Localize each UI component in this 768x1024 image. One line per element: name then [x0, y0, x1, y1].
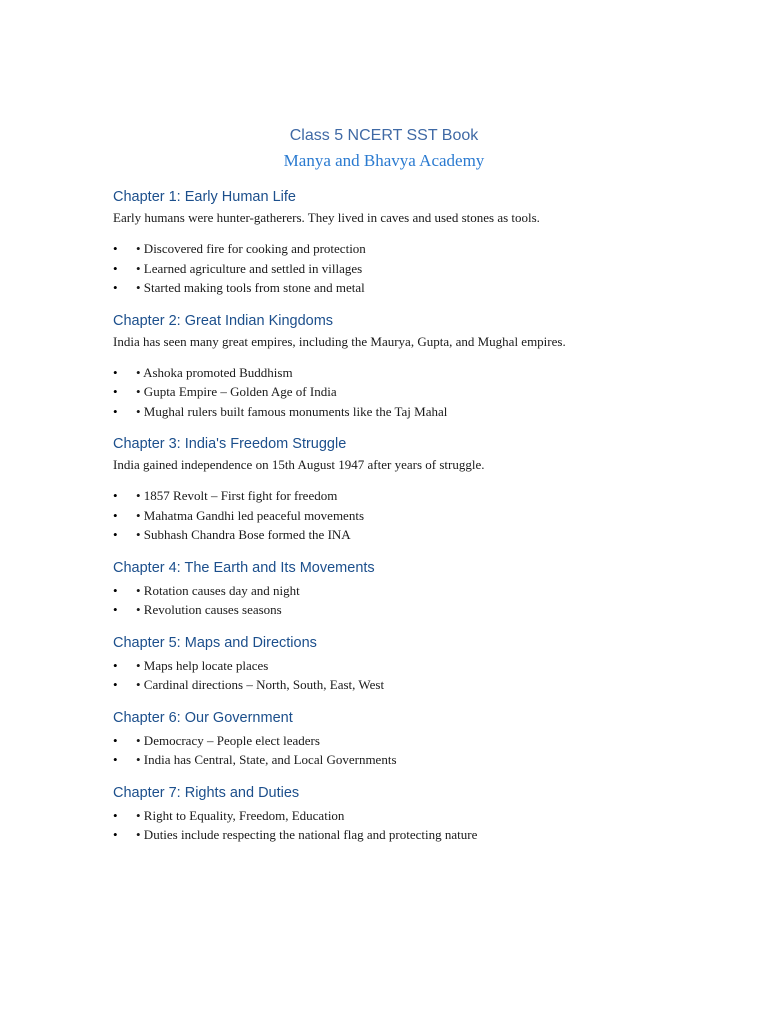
- chapter-heading: Chapter 3: India's Freedom Struggle: [113, 436, 347, 452]
- list-item-text: • Democracy – People elect leaders: [136, 732, 320, 748]
- list-item-text: • Right to Equality, Freedom, Education: [136, 807, 345, 823]
- list-item-text: • Ashoka promoted Buddhism: [136, 364, 293, 380]
- list-item: [113, 402, 733, 422]
- list-item: [113, 656, 733, 676]
- chapter-4: [113, 559, 733, 620]
- bullet-icon: •: [113, 602, 118, 617]
- list-item-text: • Learned agriculture and settled in villages: [136, 260, 363, 276]
- bullet-list: [113, 731, 733, 770]
- bullet-icon: •: [113, 280, 118, 295]
- bullet-list: [113, 656, 733, 695]
- chapter-1: [113, 188, 733, 298]
- list-item-text: • 1857 Revolt – First fight for freedom: [136, 488, 338, 503]
- bullet-icon: •: [113, 384, 118, 399]
- chapter-list: [113, 188, 733, 845]
- list-item: [113, 259, 733, 279]
- list-item-text: • Subhash Chandra Bose formed the INA: [136, 527, 351, 542]
- list-item: [113, 806, 733, 826]
- list-item: [113, 486, 733, 506]
- chapter-heading: Chapter 6: Our Government: [113, 709, 293, 726]
- list-item: [113, 525, 733, 545]
- list-item-text: • Mughal rulers built famous monuments like the Taj Mahal: [136, 403, 448, 419]
- bullet-icon: •: [113, 677, 118, 692]
- document-subtitle: Manya and Bhavya Academy: [283, 151, 485, 170]
- bullet-list: [113, 486, 733, 545]
- list-item-text: • Revolution causes seasons: [136, 602, 282, 617]
- bullet-icon: •: [113, 241, 118, 256]
- list-item: [113, 675, 733, 695]
- chapter-6: [113, 709, 733, 770]
- bullet-icon: •: [113, 527, 118, 542]
- bullet-icon: •: [113, 364, 118, 380]
- list-item-text: • Discovered fire for cooking and protection: [136, 241, 366, 256]
- list-item-text: • Cardinal directions – North, South, East, West: [136, 677, 385, 692]
- list-item: [113, 581, 733, 601]
- list-item: [113, 825, 733, 845]
- bullet-list: [113, 581, 733, 620]
- list-item-text: • Rotation causes day and night: [136, 582, 300, 598]
- list-item-text: • Started making tools from stone and metal: [136, 280, 365, 295]
- bullet-icon: •: [113, 807, 118, 823]
- chapter-7: [113, 784, 733, 845]
- document-title: Class 5 NCERT SST Book: [289, 127, 479, 144]
- list-item-text: • Duties include respecting the national flag and protecting nature: [136, 827, 478, 842]
- bullet-icon: •: [113, 827, 118, 842]
- list-item-text: • India has Central, State, and Local Governments: [136, 752, 397, 767]
- list-item-text: • Gupta Empire – Golden Age of India: [136, 384, 337, 399]
- bullet-icon: •: [113, 657, 118, 673]
- chapter-intro: India gained independence on 15th August 1947 after years of struggle.: [113, 457, 485, 472]
- bullet-icon: •: [113, 260, 118, 276]
- chapter-intro: India has seen many great empires, including the Maurya, Gupta, and Mughal empires.: [113, 333, 566, 349]
- bullet-icon: •: [113, 582, 118, 598]
- bullet-icon: •: [113, 403, 118, 419]
- chapter-heading: Chapter 1: Early Human Life: [113, 189, 296, 205]
- chapter-heading: Chapter 5: Maps and Directions: [113, 634, 317, 651]
- chapter-heading: Chapter 7: Rights and Duties: [113, 784, 300, 801]
- bullet-icon: •: [113, 752, 118, 767]
- list-item: [113, 750, 733, 770]
- chapter-2: [113, 312, 733, 422]
- chapter-5: [113, 634, 733, 695]
- list-item: [113, 278, 733, 298]
- list-item: [113, 731, 733, 751]
- list-item: [113, 600, 733, 620]
- list-item: [113, 363, 733, 383]
- list-item: [113, 382, 733, 402]
- chapter-heading: Chapter 2: Great Indian Kingdoms: [113, 312, 334, 329]
- chapter-intro: Early humans were hunter-gatherers. They lived in caves and used stones as tools.: [113, 210, 540, 225]
- list-item: [113, 506, 733, 526]
- bullet-icon: •: [113, 507, 118, 523]
- chapter-heading: Chapter 4: The Earth and Its Movements: [113, 559, 375, 576]
- list-item-text: • Maps help locate places: [136, 657, 269, 673]
- bullet-list: [113, 239, 733, 298]
- bullet-icon: •: [113, 732, 118, 748]
- list-item: [113, 239, 733, 259]
- list-item-text: • Mahatma Gandhi led peaceful movements: [136, 507, 365, 523]
- bullet-list: [113, 806, 733, 845]
- bullet-list: [113, 363, 733, 422]
- chapter-3: [113, 435, 733, 545]
- bullet-icon: •: [113, 488, 118, 503]
